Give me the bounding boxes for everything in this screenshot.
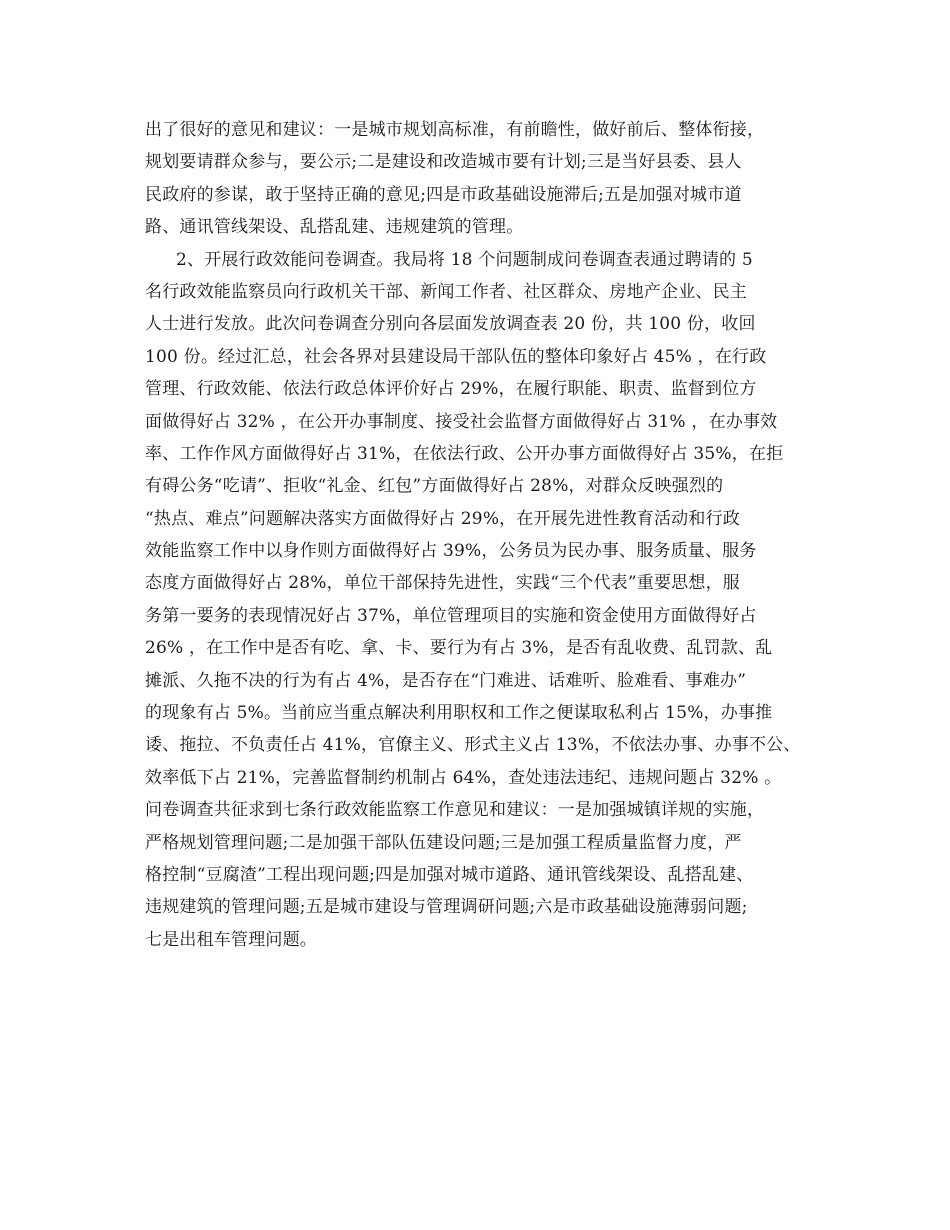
text-line: 面做得好占 32% ，在公开办事制度、接受社会监督方面做得好占 31% ，在办事效 [145, 411, 778, 432]
text-line: 态度方面做得好占 28%，单位干部保持先进性，实践“三个代表”重要思想，服 [145, 573, 740, 594]
text-line: 名行政效能监察员向行政机关干部、新闻工作者、社区群众、房地产企业、民主 [145, 281, 747, 302]
text-line: 七是出租车管理问题。 [145, 929, 317, 950]
text-line: 100 份。经过汇总，社会各界对县建设局干部队伍的整体印象好占 45% ，在行政 [145, 346, 767, 367]
text-line: 路、通讯管线架设、乱搭乱建、违规建筑的管理。 [145, 217, 524, 238]
text-line: 率、工作作风方面做得好占 31%，在依法行政、公开办事方面做得好占 35%，在拒 [145, 443, 784, 464]
text-line: 问卷调查共征求到七条行政效能监察工作意见和建议：一是加强城镇详规的实施， [145, 800, 765, 821]
text-line: 人士进行发放。此次问卷调查分别向各层面发放调查表 20 份，共 100 份，收回 [145, 314, 756, 335]
text-line: 效率低下占 21%，完善监督制约机制占 64%，查处违法违纪、违规问题占 32% 。 [145, 767, 782, 788]
text-line: 违规建筑的管理问题;五是城市建设与管理调研问题;六是市政基础设施薄弱问题; [145, 897, 748, 918]
text-line: 严格规划管理问题;二是加强干部队伍建设问题;三是加强工程质量监督力度，严 [145, 832, 742, 853]
text-line: 民政府的参谋，敢于坚持正确的意见;四是市政基础设施滞后;五是加强对城市道 [145, 184, 742, 205]
text-line: 效能监察工作中以身作则方面做得好占 39%，公务员为民办事、服务质量、服务 [145, 541, 757, 562]
text-line: “热点、难点”问题解决落实方面做得好占 29%，在开展先进性教育活动和行政 [145, 508, 740, 529]
text-line: 务第一要务的表现情况好占 37%，单位管理项目的实施和资金使用方面做得好占 [145, 605, 757, 626]
paragraph-start-line: 2、开展行政效能问卷调查。我局将 18 个问题制成问卷调查表通过聘请的 5 [176, 249, 753, 270]
text-line: 26% ，在工作中是否有吃、拿、卡、要行为有占 3%，是否有乱收费、乱罚款、乱 [145, 638, 773, 659]
text-line: 摊派、久拖不决的行为有占 4%，是否存在“门难进、话难听、脸难看、事难办” [145, 670, 747, 691]
text-line: 管理、行政效能、依法行政总体评价好占 29%，在履行职能、职责、监督到位方 [145, 379, 757, 400]
text-line: 有碍公务“吃请”、拒收“礼金、红包”方面做得好占 28%，对群众反映强烈的 [145, 476, 724, 497]
text-line: 规划要请群众参与，要公示;二是建设和改造城市要有计划;三是当好县委、县人 [145, 152, 742, 173]
body-text [145, 114, 825, 956]
text-line: 诿、拖拉、不负责任占 41%，官僚主义、形式主义占 13%，不依法办事、办事不公、 [145, 735, 801, 756]
text-line: 的现象有占 5%。当前应当重点解决利用职权和工作之便谋取私利占 15%，办事推 [145, 703, 773, 724]
text-line: 出了很好的意见和建议：一是城市规划高标准，有前瞻性，做好前后、整体衔接， [145, 120, 765, 140]
text-line: 格控制“豆腐渣”工程出现问题;四是加强对城市道路、通讯管线架设、乱搭乱建、 [145, 864, 754, 885]
